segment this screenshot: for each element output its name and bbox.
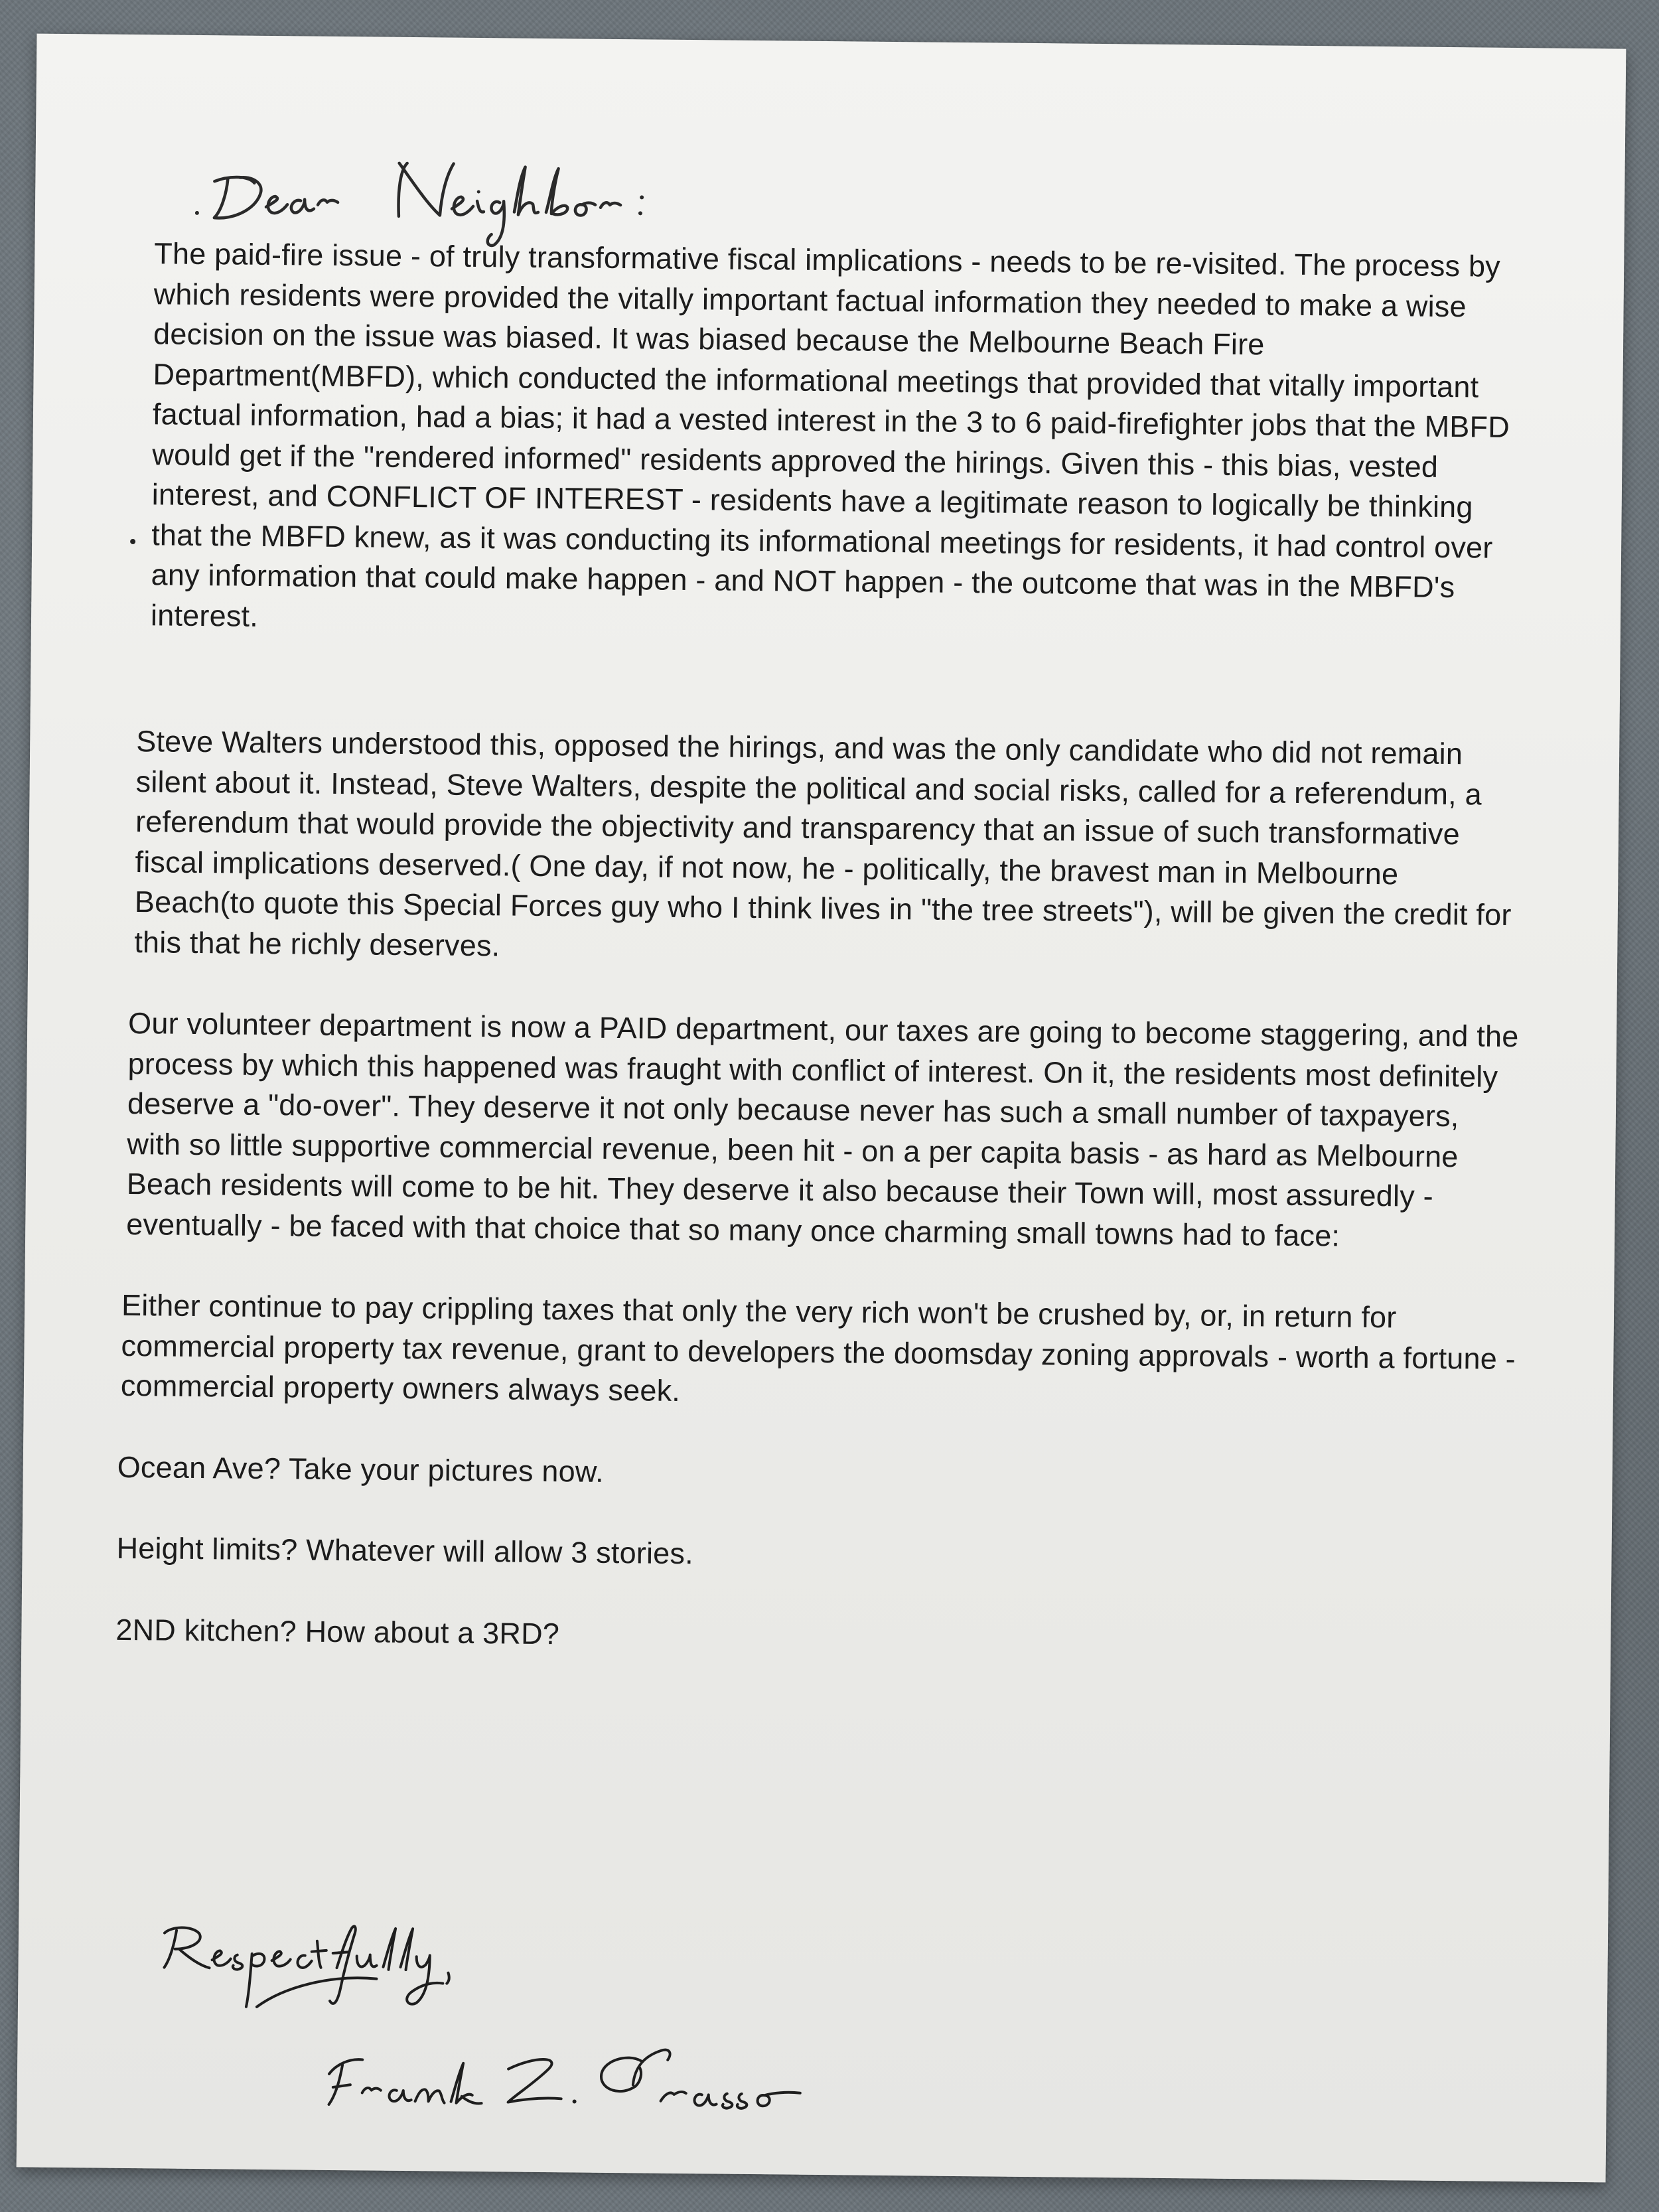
paragraph-paid-department: Our volunteer department is now a PAID department, our taxes are going to become staggering, and the process by which this happened was fraught with conflict of interest. On it, the residents most definitely deserve a "do-over". They deserve it not only because never has such a small number of taxpayers, with so little supportive commercial revenue, been hit - on a per capita basis - as hard as Melbourne Beach residents will come to be hit. They deserve it also because their Town will, most assuredly - eventually - be faced with that choice that so many once charming small towns had to face: (126, 1005, 1519, 1253)
signature-initial-l (508, 2059, 562, 2103)
line-second-kitchen: 2ND kitchen? How about a 3RD? (115, 1612, 560, 1651)
signature-grasso (601, 2049, 670, 2092)
letter-body (115, 234, 1528, 1663)
paragraph-steve-walters: Steve Walters understood this, opposed the hirings, and was the only candidate who did not remain silent about it. Instead, Steve Walters, despite the political and social risks, called for a referendum, a referendum that would provide the objectivity and transparency that an issue of such transformative fiscal implications deserved.( One day, if not now, he - politically, the bravest man in Melbourne Beach(to quote this Special Forces guy who I think lives in "the tree streets"), will be given the credit for this that he richly deserves. (134, 724, 1512, 962)
line-ocean-ave: Ocean Ave? Take your pictures now. (117, 1449, 605, 1489)
paragraph-either-continue: Either continue to pay crippling taxes that only the very rich won't be crushed by, or, in return for commercial property tax revenue, grant to developers the doomsday zoning approvals - worth a fortune - commercial property owners always seek. (120, 1288, 1516, 1408)
signature-frank (329, 2059, 363, 2105)
line-height-limits: Height limits? Whatever will allow 3 stories. (116, 1530, 694, 1571)
letter-page (17, 34, 1626, 2183)
closing-respectfully (165, 1927, 210, 1968)
stray-ink-dot (130, 539, 135, 544)
handwritten-signoff (136, 1906, 1001, 2133)
paragraph-paid-fire-issue: The paid-fire issue - of truly transformative fiscal implications - needs to be re-visited. The process by which residents were provided the vitally important factual information they needed to make a wise decision on the issue was biased. It was biased because the Melbourne Beach Fire Department(MBFD), which conducted the informational meetings that provided that vitally important factual information, had a bias; it had a vested interest in the 3 to 6 paid-firefighter jobs that the MBFD would get if the "rendered informed" residents approved the hirings. Given this - this bias, vested interest, and CONFLICT OF INTEREST - residents have a legitimate reason to logically be thinking that the MBFD knew, as it was conducting its informational meetings for residents, it had control over any information that could make happen - and NOT happen - the outcome that was in the MBFD's interest. (150, 236, 1510, 633)
